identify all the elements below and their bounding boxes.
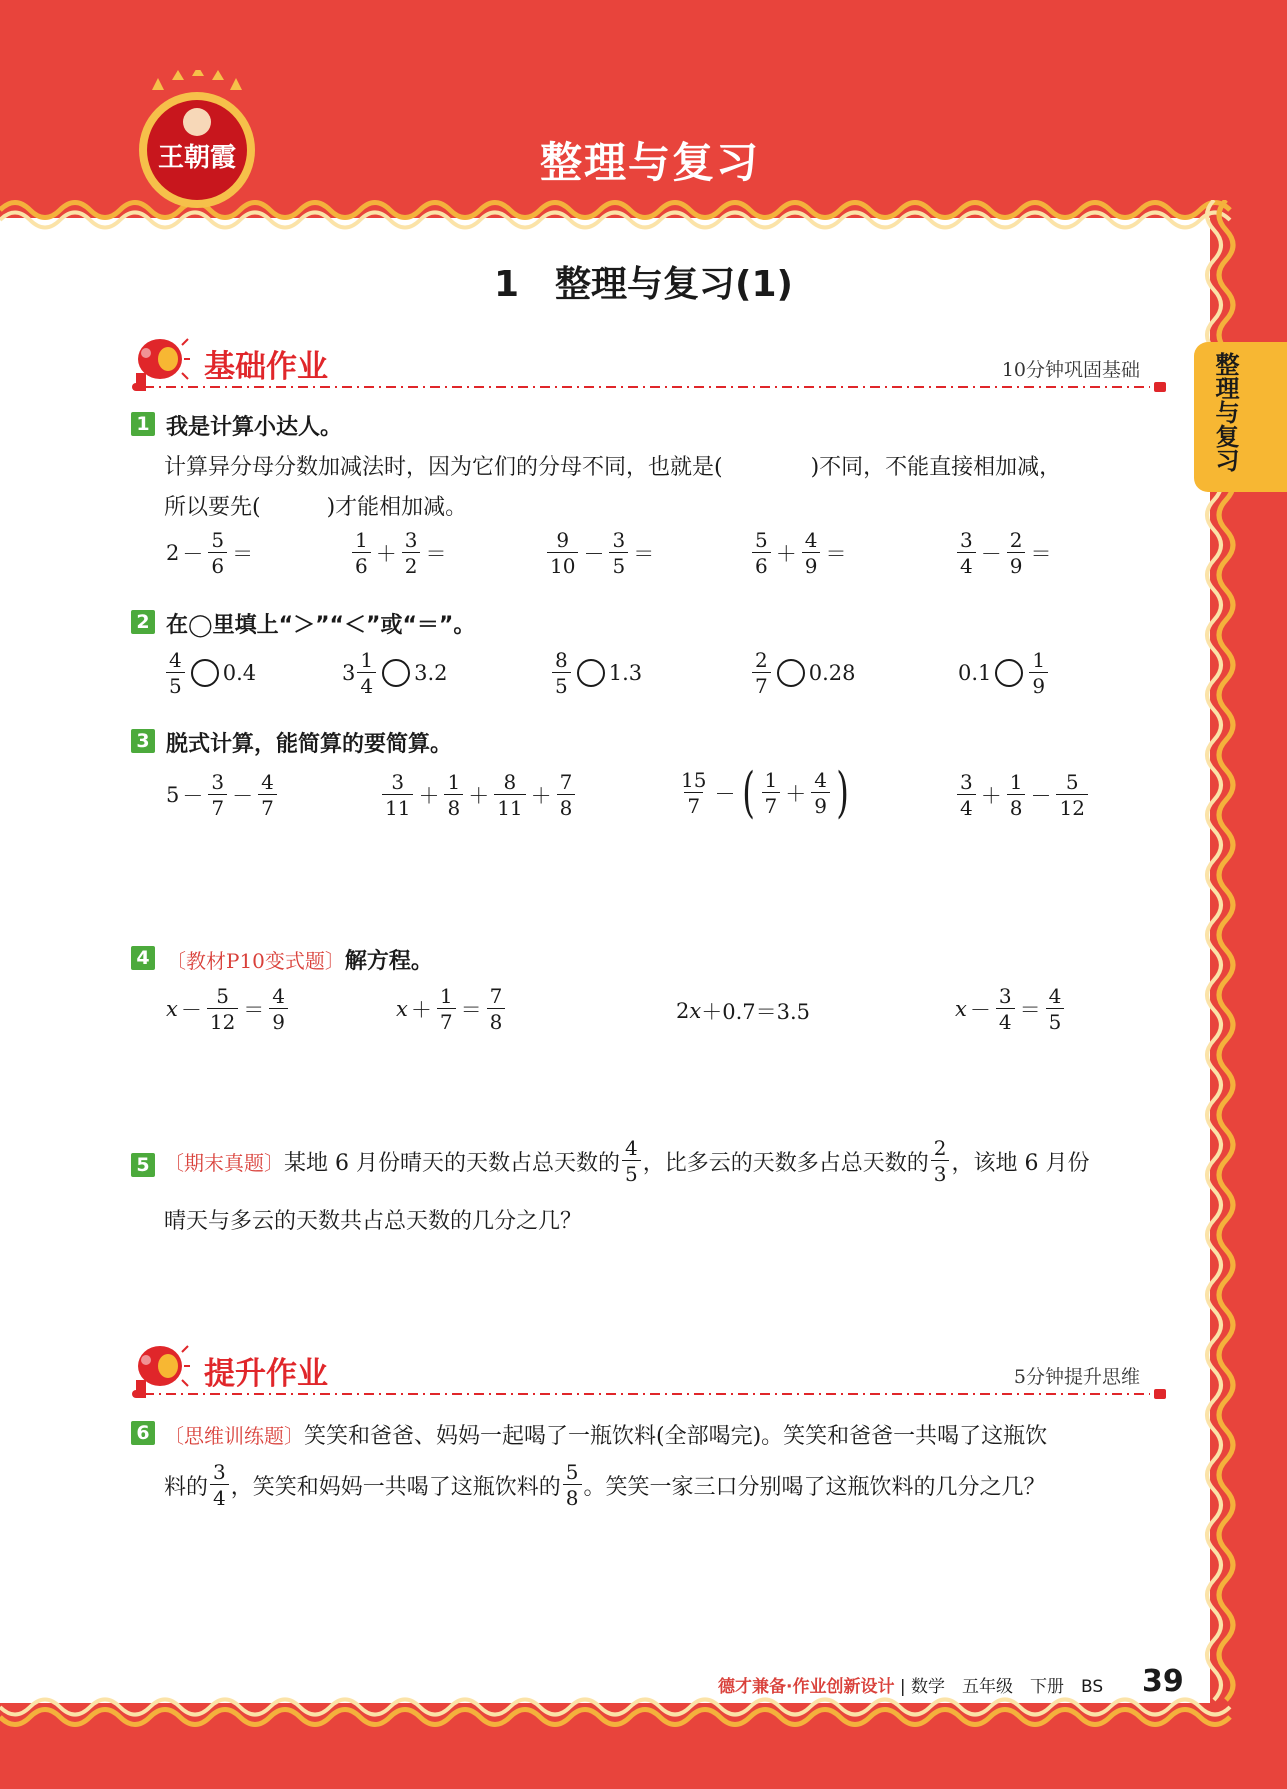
q3-e4-frac1 — [957, 772, 976, 818]
denominator: 8 — [563, 1484, 582, 1508]
numerator: 2 — [755, 648, 768, 672]
q2-c2-frac — [357, 650, 376, 696]
denominator: 4 — [357, 672, 376, 696]
numerator: 5 — [216, 984, 229, 1008]
q2-c3-frac — [552, 650, 571, 696]
q3-e3-op1: － — [714, 782, 736, 806]
q6-text-4: 。笑笑一家三口分别喝了这瓶饮料的几分之几？ — [583, 1474, 1046, 1500]
q2-c1-frac — [166, 650, 185, 696]
q4-e4-eq: ＝ — [1019, 998, 1041, 1022]
q3-e2-op3: ＋ — [530, 784, 552, 808]
q1-e2-op: ＋ — [375, 542, 397, 566]
q1-e3-eq: ＝ — [633, 542, 655, 566]
denominator: 4 — [957, 552, 976, 576]
answer-circle[interactable] — [577, 659, 605, 687]
q4-e2-op: ＋ — [410, 998, 432, 1022]
q3-e3-op2: ＋ — [785, 782, 807, 806]
numerator: 1 — [764, 768, 778, 792]
numerator: 5 — [755, 528, 768, 552]
q2-c5-left: 0.1 — [958, 661, 992, 685]
denominator: 7 — [762, 792, 781, 816]
q3-e2-frac2 — [444, 772, 463, 818]
numerator: 5 — [211, 528, 225, 552]
q4-e2-frac2 — [487, 986, 506, 1032]
numerator: 8 — [503, 770, 517, 794]
q2-compare-4 — [750, 650, 856, 696]
answer-circle[interactable] — [995, 659, 1023, 687]
q5-text-3: ，该地 6 月份 — [951, 1150, 1090, 1176]
denominator: 6 — [352, 552, 371, 576]
section-advanced-note: 5分钟提升思维 — [1013, 1366, 1140, 1388]
denominator: 5 — [609, 552, 628, 576]
q1-expr-4 — [750, 530, 849, 576]
left-paren: ( — [742, 761, 756, 824]
dashed-divider — [130, 1388, 1170, 1400]
denominator: 4 — [996, 1008, 1015, 1032]
q1-e5-frac2 — [1007, 530, 1026, 576]
q4-eq-2 — [396, 986, 507, 1032]
q4-e4-op: － — [969, 998, 991, 1022]
denominator: 3 — [931, 1160, 950, 1184]
q6-text-2: 料的 — [164, 1474, 209, 1500]
q3-e3-frac3 — [811, 770, 830, 816]
numerator: 7 — [559, 770, 573, 794]
q3-e1-op1: － — [182, 784, 204, 808]
numerator: 4 — [814, 768, 827, 792]
q1-e4-op: ＋ — [775, 542, 797, 566]
q2-c3-right: 1.3 — [608, 661, 643, 685]
numerator: 4 — [804, 528, 818, 552]
denominator: 7 — [208, 794, 227, 818]
chapter-title: 整理与复习 — [539, 138, 760, 187]
q3-e2-op2: ＋ — [468, 784, 490, 808]
footer — [718, 1672, 1103, 1697]
footer-brand: 德才兼备·作业创新设计 — [718, 1677, 895, 1697]
q2-c2-whole: 3 — [342, 661, 356, 685]
numerator: 5 — [565, 1460, 579, 1484]
q4-eq-3 — [676, 996, 810, 1026]
q2-compare-2 — [342, 650, 448, 696]
q4-e3-rest: ＋0.7＝3.5 — [701, 1000, 811, 1024]
denominator: 5 — [552, 672, 571, 696]
q1-e2-frac1 — [352, 530, 371, 576]
q1-e1-a: 2 — [166, 541, 180, 565]
q6-text-3: ，笑笑和妈妈一共喝了这瓶饮料的 — [230, 1474, 561, 1500]
q3-e1-op2: － — [232, 784, 254, 808]
q1-e4-frac2 — [802, 530, 821, 576]
q4-e2-frac1 — [437, 986, 456, 1032]
numerator: 3 — [391, 770, 405, 794]
q1-e2-frac2 — [402, 530, 421, 576]
q6-text-1: 笑笑和爸爸、妈妈一起喝了一瓶饮料(全部喝完)。笑笑和爸爸一共喝了这瓶饮 — [304, 1424, 1048, 1449]
q1-e3-frac2 — [609, 530, 628, 576]
numerator: 1 — [355, 528, 368, 552]
q1-line1: 计算异分母分数加减法时，因为它们的分母不同，也就是( )不同，不能直接相加减， — [164, 455, 1062, 480]
numerator: 2 — [1009, 528, 1023, 552]
denominator: 8 — [487, 1008, 506, 1032]
section-basic-note: 10分钟巩固基础 — [1001, 359, 1140, 381]
q2-compare-5 — [958, 650, 1050, 696]
footer-separator: | — [899, 1677, 906, 1697]
q1-title: 我是计算小达人。 — [166, 415, 343, 440]
q6-line1 — [164, 1419, 1047, 1450]
answer-circle[interactable] — [382, 659, 410, 687]
variable-x: x — [396, 997, 408, 1021]
section-basic-header — [130, 333, 1170, 393]
numerator: 4 — [272, 984, 286, 1008]
q4-e1-frac2 — [269, 986, 288, 1032]
q3-e1-frac1 — [208, 772, 227, 818]
q5-tag: 〔期末真题〕 — [164, 1150, 284, 1175]
denominator: 4 — [210, 1484, 229, 1508]
footer-info: 数学 五年级 下册 BS — [911, 1677, 1104, 1697]
q5-text-1: 某地 6 月份晴天的天数占总天数的 — [284, 1150, 620, 1176]
q1-e5-op: － — [980, 542, 1002, 566]
q1-e1-frac — [208, 530, 227, 576]
q6-frac1 — [210, 1462, 229, 1508]
q6-line2 — [164, 1462, 1046, 1508]
q1-e4-frac1 — [752, 530, 771, 576]
numerator: 5 — [1065, 770, 1079, 794]
denominator: 2 — [402, 552, 421, 576]
denominator: 12 — [207, 1008, 238, 1032]
denominator: 8 — [1007, 794, 1026, 818]
answer-circle[interactable] — [191, 659, 219, 687]
side-tab — [1194, 342, 1287, 492]
lesson-title: 1 整理与复习(1) — [493, 264, 793, 305]
q1-e3-op: － — [583, 542, 605, 566]
q4-title: 解方程。 — [344, 949, 433, 974]
q1-e3-frac1 — [547, 530, 578, 576]
q4-e3-coef: 2 — [676, 999, 690, 1023]
q4-tag: 〔教材P10变式题〕 — [166, 949, 345, 973]
numerator: 3 — [404, 528, 418, 552]
numerator: 4 — [1048, 984, 1062, 1008]
q1-e5-frac1 — [957, 530, 976, 576]
denominator: 11 — [494, 794, 525, 818]
q5-line2: 晴天与多云的天数共占总天数的几分之几？ — [164, 1209, 583, 1234]
denominator: 8 — [444, 794, 463, 818]
section-advanced-header — [130, 1340, 1170, 1400]
variable-x: x — [955, 997, 967, 1021]
q5-line1 — [164, 1138, 1089, 1184]
numerator: 3 — [211, 770, 225, 794]
q3-e2-frac4 — [557, 772, 576, 818]
q2-c1-right: 0.4 — [222, 661, 257, 685]
denominator: 6 — [208, 552, 227, 576]
q1-expr-1 — [166, 530, 256, 576]
q3-expr-1 — [166, 772, 279, 818]
svg-text:王朝霞: 王朝霞 — [157, 143, 237, 173]
variable-x: x — [166, 997, 178, 1021]
q5-text-2: ，比多云的天数多占总天数的 — [642, 1150, 929, 1176]
denominator: 9 — [269, 1008, 288, 1032]
q4-e2-eq: ＝ — [460, 998, 482, 1022]
denominator: 10 — [547, 552, 578, 576]
q4-eq-1 — [166, 986, 290, 1032]
q3-expr-3 — [676, 761, 853, 824]
q3-e3-frac2 — [762, 770, 781, 816]
q1-expr-2 — [350, 530, 449, 576]
q4-title-line — [166, 944, 433, 975]
q3-e4-op1: ＋ — [980, 784, 1002, 808]
denominator: 7 — [258, 794, 277, 818]
section-advanced-label: 提升作业 — [204, 1356, 328, 1392]
numerator: 1 — [447, 770, 461, 794]
question-number-6: 6 — [131, 1421, 155, 1445]
q4-e4-frac1 — [996, 986, 1015, 1032]
denominator: 5 — [166, 672, 185, 696]
numerator: 4 — [261, 770, 274, 794]
numerator: 4 — [169, 648, 182, 672]
q6-frac2 — [563, 1462, 582, 1508]
numerator: 8 — [555, 648, 568, 672]
numerator: 1 — [439, 984, 453, 1008]
q3-e2-frac1 — [382, 772, 413, 818]
q1-e2-eq: ＝ — [425, 542, 447, 566]
denominator: 6 — [752, 552, 771, 576]
q3-e2-op1: ＋ — [418, 784, 440, 808]
denominator: 5 — [622, 1160, 641, 1184]
q3-e4-frac2 — [1007, 772, 1026, 818]
q2-compare-3 — [550, 650, 642, 696]
q2-c5-frac — [1029, 650, 1048, 696]
question-number-5: 5 — [131, 1153, 155, 1177]
denominator: 7 — [437, 1008, 456, 1032]
denominator: 7 — [684, 792, 703, 816]
bottom-wave-border — [0, 1695, 1240, 1735]
q6-tag: 〔思维训练题〕 — [164, 1424, 304, 1448]
q2-compare-1 — [164, 650, 256, 696]
numerator: 3 — [998, 984, 1012, 1008]
q3-expr-4 — [955, 772, 1090, 818]
dashed-divider — [130, 381, 1170, 393]
denominator: 9 — [1007, 552, 1026, 576]
denominator: 4 — [957, 794, 976, 818]
q1-line2: 所以要先( )才能相加减。 — [164, 495, 468, 520]
numerator: 4 — [625, 1136, 638, 1160]
numerator: 1 — [1032, 648, 1046, 672]
numerator: 2 — [933, 1136, 947, 1160]
denominator: 11 — [382, 794, 413, 818]
denominator: 5 — [1046, 1008, 1065, 1032]
numerator: 3 — [960, 528, 973, 552]
q4-e1-eq: ＝ — [243, 998, 265, 1022]
q3-title: 脱式计算，能简算的要简算。 — [166, 732, 453, 757]
q5-frac1 — [622, 1138, 641, 1184]
side-tab-label: 整理与复习 — [1211, 352, 1239, 472]
numerator: 15 — [681, 768, 707, 792]
q1-e4-eq: ＝ — [825, 542, 847, 566]
numerator: 3 — [213, 1460, 226, 1484]
right-paren: ) — [836, 761, 849, 824]
variable-x: x — [689, 999, 702, 1023]
denominator: 8 — [557, 794, 576, 818]
numerator: 1 — [360, 648, 374, 672]
denominator: 7 — [752, 672, 771, 696]
numerator: 9 — [556, 528, 570, 552]
q1-expr-3 — [545, 530, 657, 576]
q3-expr-2 — [380, 772, 577, 818]
q3-e4-frac3 — [1056, 772, 1087, 818]
question-number-1: 1 — [131, 412, 155, 436]
question-number-3: 3 — [131, 729, 155, 753]
q3-e1-frac2 — [258, 772, 277, 818]
page-number: 39 — [1142, 1664, 1184, 1699]
q3-e3-frac1 — [678, 770, 709, 816]
q3-e4-op2: － — [1030, 784, 1052, 808]
q3-e2-frac3 — [494, 772, 525, 818]
denominator: 9 — [1029, 672, 1048, 696]
denominator: 12 — [1056, 794, 1087, 818]
section-basic-label: 基础作业 — [204, 349, 328, 385]
q5-frac2 — [931, 1138, 950, 1184]
q2-c4-frac — [752, 650, 771, 696]
q3-e1-a: 5 — [166, 783, 180, 807]
question-number-4: 4 — [131, 946, 155, 970]
q1-expr-5 — [955, 530, 1054, 576]
denominator: 9 — [802, 552, 821, 576]
q1-e1-eq: ＝ — [232, 542, 254, 566]
q4-eq-4 — [955, 986, 1066, 1032]
numerator: 3 — [960, 770, 973, 794]
q1-e5-eq: ＝ — [1030, 542, 1052, 566]
q1-e1-op: － — [182, 542, 204, 566]
numerator: 7 — [489, 984, 503, 1008]
q4-e1-frac1 — [207, 986, 238, 1032]
q4-e4-frac2 — [1046, 986, 1065, 1032]
question-number-2: 2 — [131, 610, 155, 634]
q2-title: 在◯里填上“＞”“＜”或“＝”。 — [166, 613, 476, 638]
numerator: 1 — [1009, 770, 1023, 794]
brand-logo-badge — [132, 70, 262, 220]
q4-e1-op: － — [180, 998, 202, 1022]
denominator: 9 — [811, 792, 830, 816]
numerator: 3 — [612, 528, 626, 552]
answer-circle[interactable] — [777, 659, 805, 687]
q2-c2-right: 3.2 — [414, 661, 448, 685]
q2-c4-right: 0.28 — [808, 661, 856, 685]
